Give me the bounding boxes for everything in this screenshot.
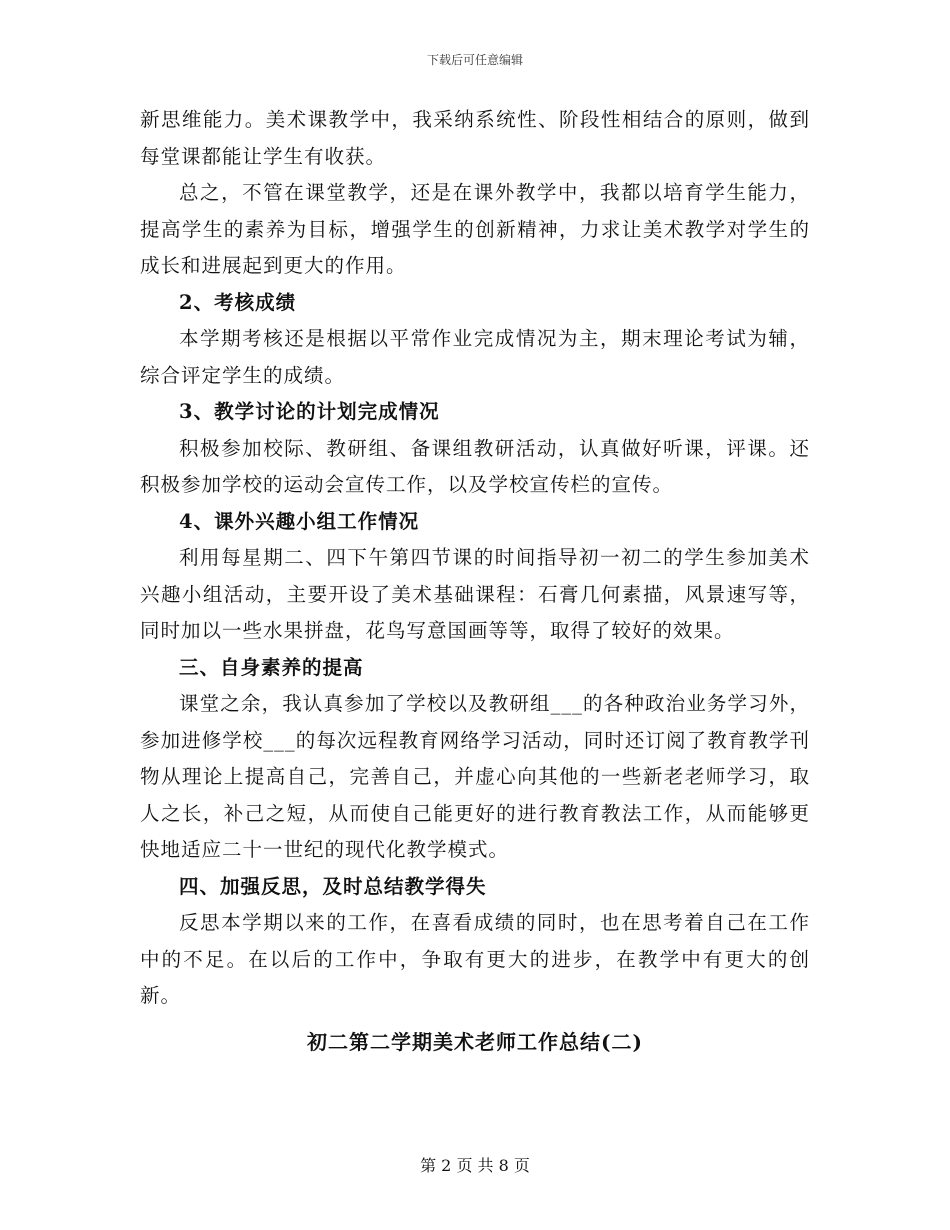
section-heading: 3、教学讨论的计划完成情况 [179, 400, 440, 423]
paragraph: 积极参加校际、教研组、备课组教研活动，认真做好听课，评课。还积极参加学校的运动会宣传工作，以及学校宣传栏的宣传。 [140, 436, 810, 496]
paragraph: 总之，不管在课堂教学，还是在课外教学中，我都以培育学生能力，提高学生的素养为目标，增强学生的创新精神，力求让美术教学对学生的成长和进展起到更大的作用。 [140, 181, 810, 277]
section-heading: 四、加强反思，及时总结教学得失 [179, 874, 487, 898]
page-header-note: 下载后可任意编辑 [426, 53, 523, 67]
paragraph: 课堂之余，我认真参加了学校以及教研组___的各种政治业务学习外，参加进修学校___的每次远程教育网络学习活动，同时还订阅了教育教学刊物从理论上提高自己，完善自己，并虚心向其他的一些新老老师学习，取人之长，补己之短，从而使自己能更好的进行教育教法工作，从而能够更快地适应二十一世纪的现代化教学模式。 [140, 692, 810, 861]
section-heading: 4、课外兴趣小组工作情况 [179, 509, 420, 533]
paragraph: 本学期考核还是根据以平常作业完成情况为主，期末理论考试为辅，综合评定学生的成绩。 [140, 327, 810, 387]
section-heading: 三、自身素养的提高 [179, 655, 364, 679]
section-heading: 2、考核成绩 [179, 290, 297, 314]
document-body [140, 102, 810, 1065]
page-number: 第 2 页 共 8 页 [420, 1156, 530, 1175]
paragraph: 利用每星期二、四下午第四节课的时间指导初一初二的学生参加美术兴趣小组活动，主要开设了美术基础课程：石膏几何素描，风景速写等，同时加以一些水果拼盘，花鸟写意国画等等，取得了较好的效果。 [140, 546, 810, 642]
paragraph: 反思本学期以来的工作，在喜看成绩的同时，也在思考着自己在工作中的不足。在以后的工作中，争取有更大的进步，在教学中有更大的创新。 [140, 911, 810, 1007]
document-section-title: 初二第二学期美术老师工作总结(二) [307, 1029, 643, 1054]
paragraph: 新思维能力。美术课教学中，我采纳系统性、阶段性相结合的原则，做到每堂课都能让学生有收获。 [140, 108, 810, 168]
